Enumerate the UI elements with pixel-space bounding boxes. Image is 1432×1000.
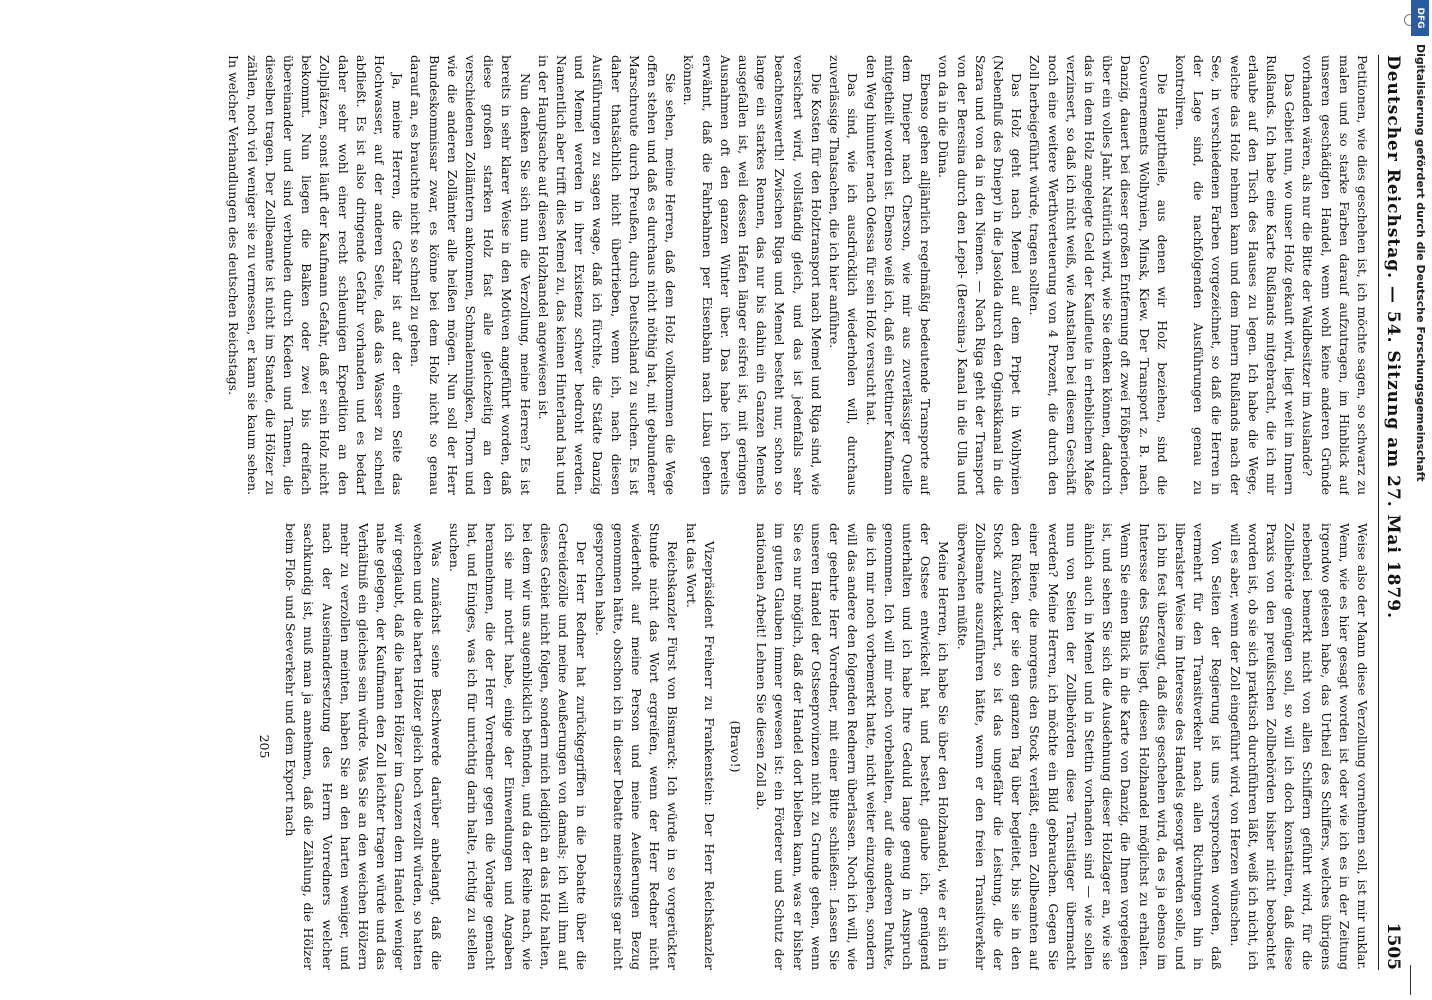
paragraph: Das sind, wie ich ausdrücklich wiederholen will, durchaus zuverlässige Thatsachen, die ich hier anführe. xyxy=(827,55,861,495)
speaker-paragraph: Vizepräsident Freiherr zu Frankenstein: Der Herr Reichskanzler hat das Wort. xyxy=(683,523,717,970)
dfg-credit-label: Digitalisierung gefördert durch die Deutsche Forschungsgemeinschaft xyxy=(1414,44,1427,482)
dfg-credit-text xyxy=(1409,0,1432,640)
margin-rule xyxy=(1410,965,1411,995)
dfg-logo-text: DFG xyxy=(1415,7,1425,29)
right-column xyxy=(60,523,1371,970)
rotated-page xyxy=(60,55,1405,970)
paragraph: Nun denken Sie sich nun die Verzollung, meine Herren? Es ist bereits in sehr klarer Weise in den Motiven angeführt worden, daß diese großen starken Holz fast alle gleichzeitig an den verschiedenen Zollämtern ankommen, Schmalenningken, Thorn und wie die anderen Zollämter alle heißen mögen. Nun soll der Herr Bundeskommissar zwar, es könne bei dem Holz nicht so genau darauf an, es brauchte nicht so schnell zu gehen. xyxy=(408,55,533,495)
signature-mark: 205 xyxy=(257,734,273,759)
paragraph: Die Kosten für den Holztransport nach Memel und Riga sind, wie versichert wird, vollständig gleich, und das ist jedenfalls sehr beachtenswerth! Zwischen Riga und Memel besteht nur, schon so lange ein starkes Rennen, das nur bis dahin ein Ganzen Memels ausgefallen ist, weil dessen Hafen länger eisfrei ist, mit geringen Ausnahmen oft den ganzen Winter über. Das habe ich bereits erwähnt, daß die Fahrbahnen per Eisenbahn nach Libau gehen können. xyxy=(681,55,824,495)
paragraph: Von Seiten der Regierung ist uns versprochen worden, daß vermehrt für den Transitverkehr nach allen Richtungen hin in liberalster Weise im Interesse des Handels gesorgt werden solle, und ich bin fest überzeugt, daß dies geschehen wird, da es ja ebenso im Interesse des Staats liegt, diesen Holzhandel möglichst zu erhalten. Wenn Sie einen Blick in die Karte von Danzig, die Ihnen vorgelegen ist, und sehen Sie sich die Ausdehnung dieser Holzlager an, wie sie ähnlich auch in Memel und in Stettin vorhanden sind — wie sollen nun von Seiten der Zollbehörden diese Transitlager übermacht werden? Meine Herren, ich möchte ein Bild gebrauchen. Gegen Sie einer Biene, die morgens den Stock verläßt, einen Zollbeamten auf den Rücken, der sie den ganzen Tag über begleitet, bis sie in den Stock zurückkehrt, so ist das ungefähr die Leistung, die der Zollbeamte auszuführen hätte, wenn er den freien Transitverkehr überwachen müßte. xyxy=(954,523,1225,970)
paragraph: Meine Herren, ich habe Sie über den Holzhandel, wie er sich in der Ostsee entwickelt hat und besteht, glaube ich, genügend unterhalten und ich habe Ihre Geduld lange genug in Anspruch genommen. Ich will mir noch vorbehalten, auf die anderen Punkte, die ich mir noch vorbemerkt hatte, nicht weiter einzugehen, sondern will das andere den folgenden Rednern überlassen. Noch ich will, wie der geehrte Herr Vorredner, mit einer Bitte schließen: Lassen Sie unseren Handel der Ostseeprovinzen nicht zu Grunde gehen, wenn Sie es nur möglich, daß der Handel dort bleiben kann, was er bisher im guten Glauben immer gewesen ist: ein Förderer und Schutz der nationalen Arbeit! Lehnen Sie diesen Zoll ab. xyxy=(754,523,952,970)
applause-note: (Bravo!) xyxy=(728,720,744,773)
speaker-paragraph: Reichskanzler Fürst von Bismarck: Ich würde in so vorgerückter Stunde nicht das Wort ergreifen, wenn der Herr Redner nicht wiederholt auf meine Person und meine Aeußerungen Bezug genommen hätte, obschon ich in dieser Debatte meinerseits gar nicht gesprochen habe. xyxy=(592,523,681,970)
page-content xyxy=(60,55,1405,970)
text-columns xyxy=(60,55,1371,970)
left-column xyxy=(60,55,1371,495)
paragraph: Die Haupttheile, aus denen wir Holz beziehen, sind die Gouvernements Wolhynien, Minsk, Kiew. Der Transport z. B. nach Danzig, dauert bei dieser großen Entfernung oft zwei Flößperioden, über ein volles Jahr. Natürlich wird, wie Sie denken können, dadurch das in dem Holz angelegte Geld der Kaufleute in erheblichem Maße verzinsert, so daß ich nicht weiß, wie Anstalten bei diesem Geschäft noch eine weitere Werthverteuerung von 4 Prozent, die durch den Zoll herbeigeführt würde, tragen sollten. xyxy=(1027,55,1170,495)
running-head-title: Deutscher Reichstag. — 54. Sitzung am 27. Mai 1879. xyxy=(1383,55,1403,620)
paragraph: Petitionen, wie dies geschehen ist, ich möchte sagen, so schwarz zu malen und so starke Farben darauf aufzutragen, im Hinblick auf unseren geschädigten Handel, wenn wohl keine anderen Gründe vorhanden wären, als nur die Bitte der Waldbesitzer im Auslande? xyxy=(1300,55,1370,495)
paragraph: Was zunächst seine Beschwerde darüber anbelangt, daß die weichen und die harten Hölzer gleich hoch verzollt würden, so hatten wir geglaubt, daß die harten Hölzer im Ganzen dem Handel weniger nahe gelegen, der Kaufmann den Zoll leichter tragen würde und das Verhältniß ein gleiches sein würde. Was Sie an den weichen Hölzern mehr zu verzollen meinten, haben Sie an den harten weniger, und nach der Auseinandersetzung des Herrn Vorredners welcher sachkundig ist, muß man ja annehmen, daß die Zählung, die Hölzer beim Floß- und Seeverkehr und dem Export nach xyxy=(283,523,444,970)
paragraph: Der Herr Redner hat zurückgegriffen in die Debatte über die Getreidezölle und meine Aeußerungen von damals; ich will ihm auf dieses Gebiet nicht folgen, sondern mich lediglich an das Holz halten, bei dem wir uns augenblicklich befinden, und da der Reihe nach, wie ich sie mir notirt habe, einige der Einwendungen und Angaben herannehmen, die der Herr Vorredner gegen die Vorlage gemacht hat, und Einiges, was ich für unrichtig darin halte, richtig zu stellen suchen. xyxy=(447,523,590,970)
paragraph: Das Holz geht nach Memel auf dem Pripet in Wolhynien (Nebenfluß des Dniepr) in die Jasolda durch den Oginskikanal in die Szara und von da in den Niemen. — Nach Riga geht der Transport von der Beresina durch den Lepel- (Beresina-) Kanal in die Ulla und von da in die Düna. xyxy=(936,55,1025,495)
paragraph: Ebenso gehen alljährlich regelmäßig bedeutende Transporte auf dem Dnieper nach Cherson, wie mir aus zuverlässiger Quelle mitgetheilt worden ist. Ebenso weiß ich, daß ein Stettiner Kaufmann den Weg hinunter nach Odessa für sein Holz versucht hat. xyxy=(863,55,934,495)
dfg-credit-strip xyxy=(1409,0,1432,1000)
running-head xyxy=(1378,55,1405,970)
paragraph: Ja, meine Herren, die Gefahr ist auf der einen Seite das Hochwasser, auf der anderen Seite, daß das Wasser zu schnell abfließt. Es ist also dringende Gefahr vorhanden und es bedarf daher sehr wohl einer recht schleunigen Expedition an den Zollplätzen, sonst läuft der Kaufmann Gefahr, daß er sein Holz nicht bekommt. Nun liegen die Balken oder zwei bis dreifach übereinander und sind verbunden durch Kieden und Tannen, die dieselben tragen. Der Zollbeamte ist nicht im Stande, die Hölzer zu zählen, noch viel weniger sie zu vermessen, er kann sie kaum sehen. In welcher Verhandlungen des deutschen Reichstags. xyxy=(226,55,406,495)
paragraph: Weise also der Mann diese Verzollung vornehmen soll, ist mir unklar. Wenn, wie es hier gesagt worden ist oder wie ich es in der Zeitung irgendwo gelesen habe, das Urtheil des Schiffers, welches übrigens nebenbei bemerkt nicht von allen Schiffern geführt wird, für die Zollbehörde genügen soll, so will ich doch konstatiren, daß diese Praxis von den preußischen Zollbehörden bisher nicht beobachtet worden ist, ob sie sich praktisch durchführen läßt, weiß ich nicht, ich will es aber, wenn der Zoll eingeführt wird, von Herzen wünschen. xyxy=(1227,523,1370,970)
paragraph: Das Gebiet nun, wo unser Holz gekauft wird, liegt weit im Innern Rußlands. Ich habe eine Karte Rußlands mitgebracht, die ich mir erlaube auf den Tisch des Hauses zu legen. Ich habe die Wege, welche das Holz nehmen kann und dem Innern Rußlands nach der See, in verschiedenen Farben vorgezeichnet, so daß die Herren in der Lage sind, die nachfolgenden Ausführungen genau zu kontroliren. xyxy=(1172,55,1298,495)
paragraph: Sie sehen, meine Herren, daß dem Holz vollkommen die Wege offen stehen und daß es durchaus nicht nöthig hat, mit gebundener Marschroute durch Preußen, durch Deutschland zu suchen. Es ist daher thatsächlich nicht übertrieben, wenn ich, nach diesen Ausführungen zu sagen wage, daß ich fürchte, die Städte Danzig und Memel werden in ihrer Existenz schwer bedroht werden. Namentlich aber trifft dies Memel zu, das keinen Hinterland hat und in der Hauptsache auf diesen Holzhandel angewiesen ist. xyxy=(535,55,679,495)
page-number: 1505 xyxy=(1383,922,1403,970)
